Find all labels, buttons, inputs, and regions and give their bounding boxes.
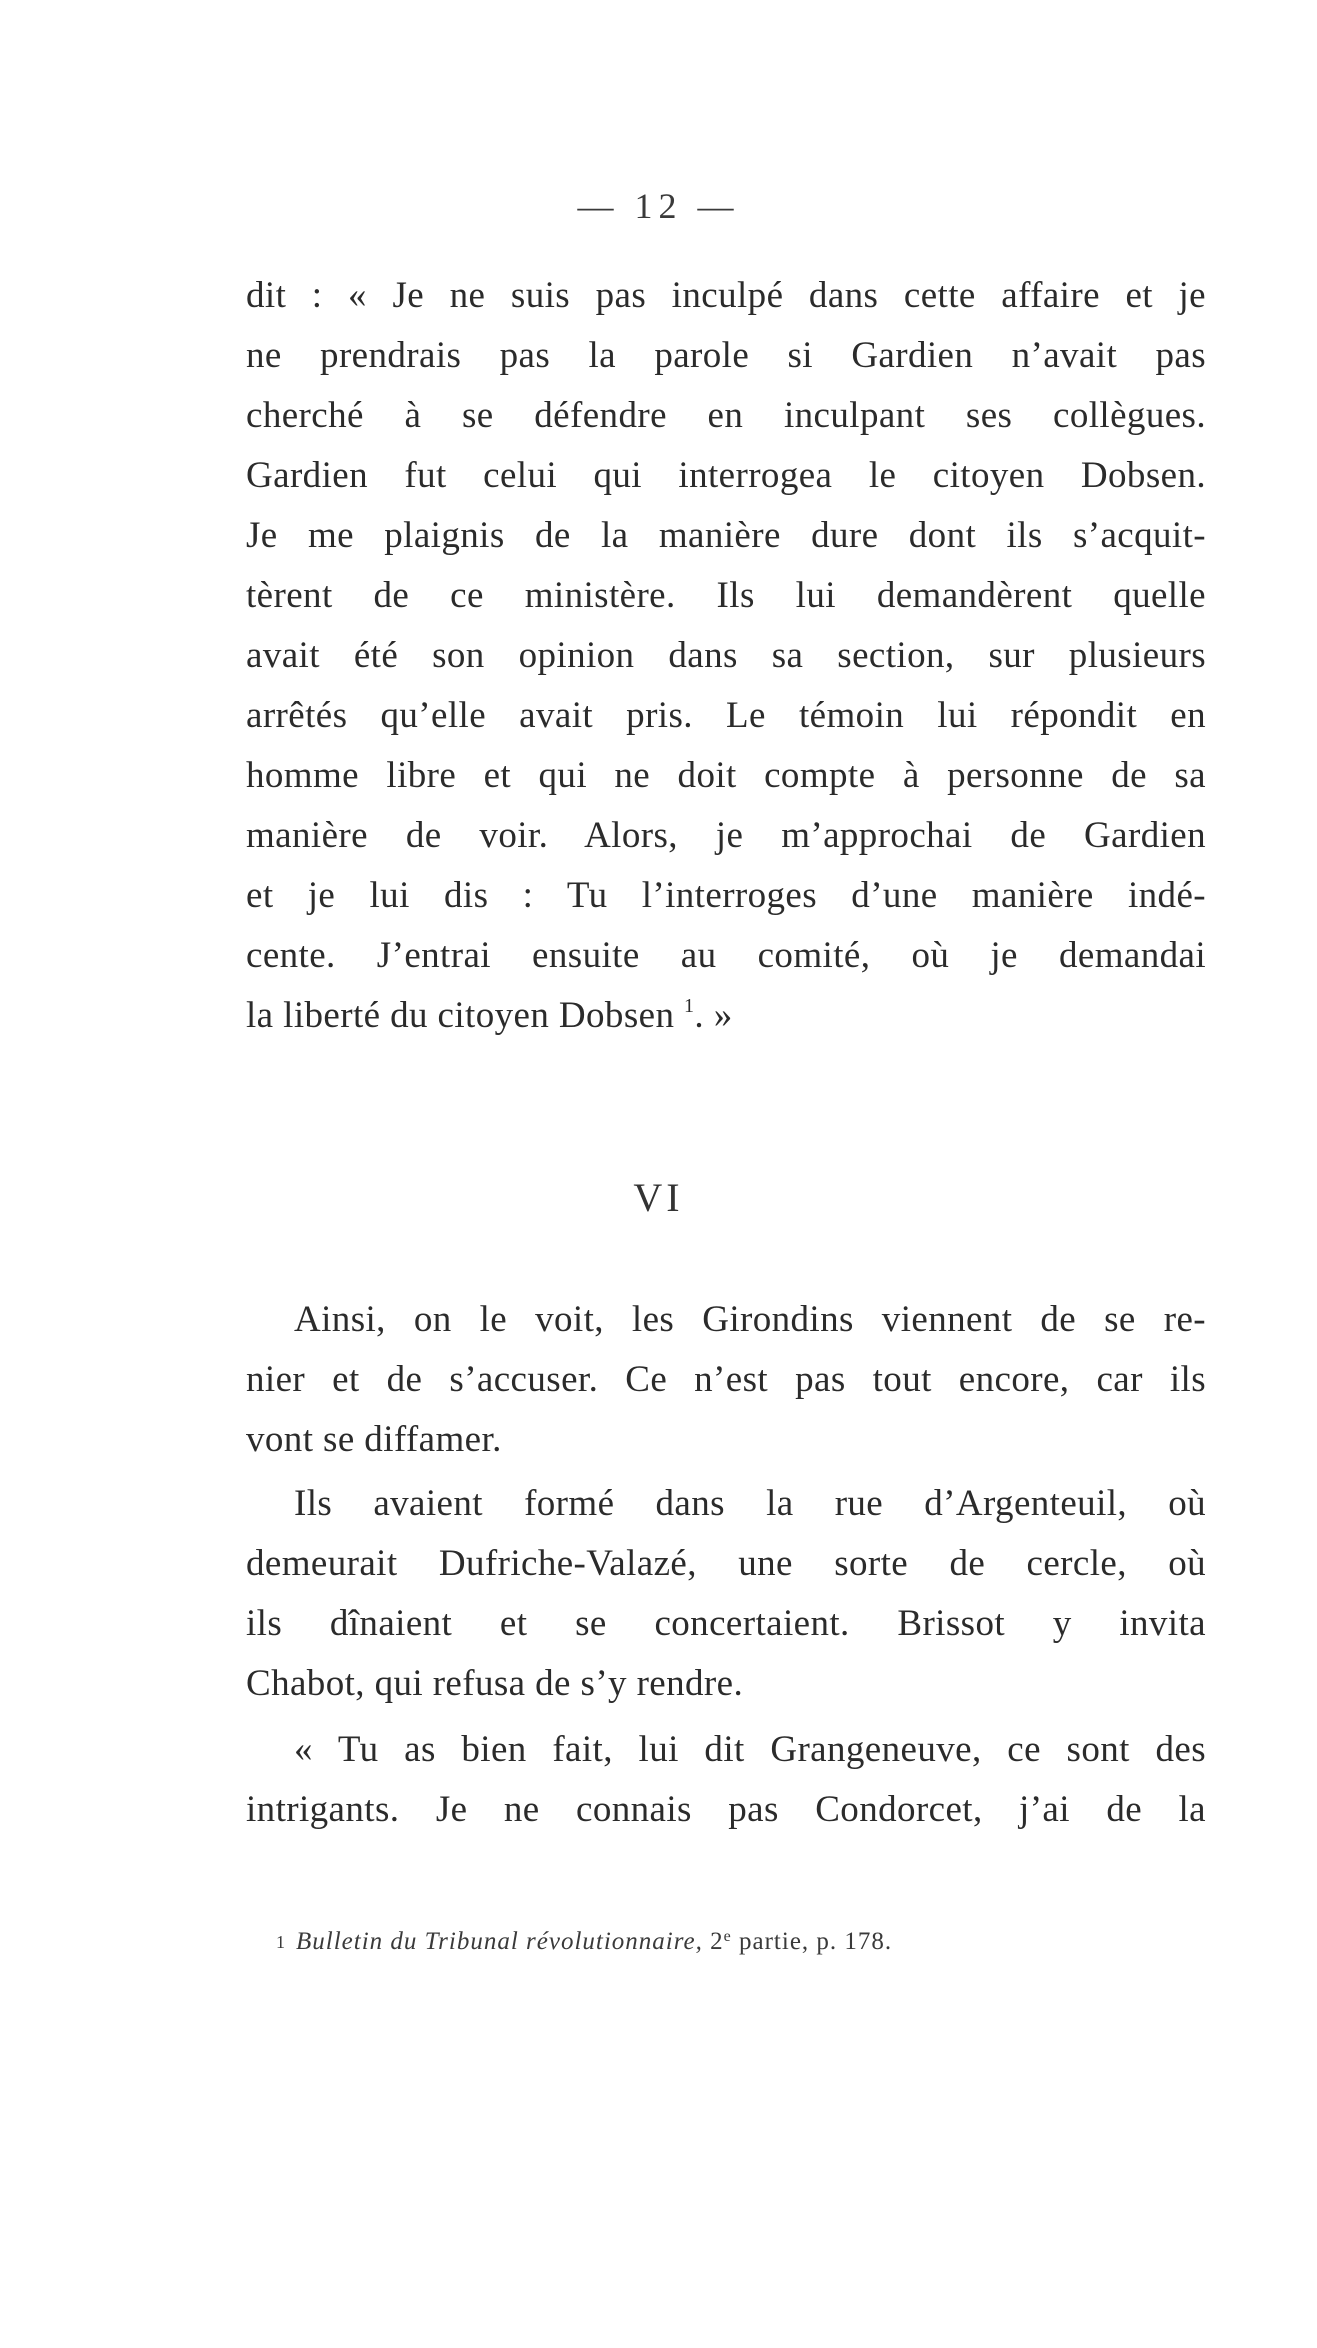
- text-line: cherché à se défendre en inculpant ses collègues.: [246, 395, 1206, 436]
- text-line: homme libre et qui ne doit compte à personne de sa: [246, 755, 1206, 796]
- text-line: [246, 986, 1206, 1046]
- text-line: intrigants. Je ne connais pas Condorcet, j’ai de la: [246, 1789, 1206, 1830]
- text-line-segment: . »: [694, 995, 733, 1036]
- text-line: « Tu as bien fait, lui dit Grangeneuve, ce sont des: [294, 1729, 1206, 1770]
- text-line: manière de voir. Alors, je m’approchai de Gardien: [246, 815, 1206, 856]
- footnote: [276, 1922, 1176, 1962]
- footnote-reference: 1: [684, 995, 695, 1017]
- section-heading: VI: [633, 1175, 684, 1220]
- text-line: dit : « Je ne suis pas inculpé dans cette affaire et je: [246, 275, 1206, 316]
- page-number: — 12 —: [577, 186, 740, 226]
- text-line: et je lui dis : Tu l’interroges d’une manière indé-: [246, 875, 1206, 916]
- text-line: avait été son opinion dans sa section, sur plusieurs: [246, 635, 1206, 676]
- footnote-mark: 1: [276, 1932, 286, 1952]
- text-line: Ils avaient formé dans la rue d’Argenteuil, où: [294, 1483, 1206, 1524]
- footnote-source: Bulletin du Tribunal révolutionnaire,: [296, 1928, 703, 1955]
- footnote-rest: partie, p. 178.: [731, 1928, 893, 1955]
- text-line: ne prendrais pas la parole si Gardien n’avait pas: [246, 335, 1206, 376]
- footnote-part: 2: [710, 1928, 724, 1955]
- text-line: vont se diffamer.: [246, 1419, 502, 1460]
- text-line: arrêtés qu’elle avait pris. Le témoin lui répondit en: [246, 695, 1206, 736]
- text-line: Je me plaignis de la manière dure dont ils s’acquit-: [246, 515, 1206, 556]
- paragraph: [246, 1720, 1206, 1840]
- text-line: Ainsi, on le voit, les Girondins viennent de se re-: [294, 1299, 1206, 1340]
- footnote-part-suffix: e: [723, 1928, 732, 1945]
- text-line: Gardien fut celui qui interrogea le citoyen Dobsen.: [246, 455, 1206, 496]
- text-line: cente. J’entrai ensuite au comité, où je demandai: [246, 935, 1206, 976]
- text-line: tèrent de ce ministère. Ils lui demandèrent quelle: [246, 575, 1206, 616]
- text-line: nier et de s’accuser. Ce n’est pas tout encore, car ils: [246, 1359, 1206, 1400]
- text-line: Chabot, qui refusa de s’y rendre.: [246, 1663, 744, 1704]
- text-line: demeurait Dufriche-Valazé, une sorte de cercle, où: [246, 1543, 1206, 1584]
- text-line: ils dînaient et se concertaient. Brissot y invita: [246, 1603, 1206, 1644]
- paragraph: [246, 1474, 1206, 1714]
- paragraph: [246, 266, 1206, 1046]
- text-line-segment: la liberté du citoyen Dobsen: [246, 995, 675, 1036]
- paragraph: [246, 1290, 1206, 1470]
